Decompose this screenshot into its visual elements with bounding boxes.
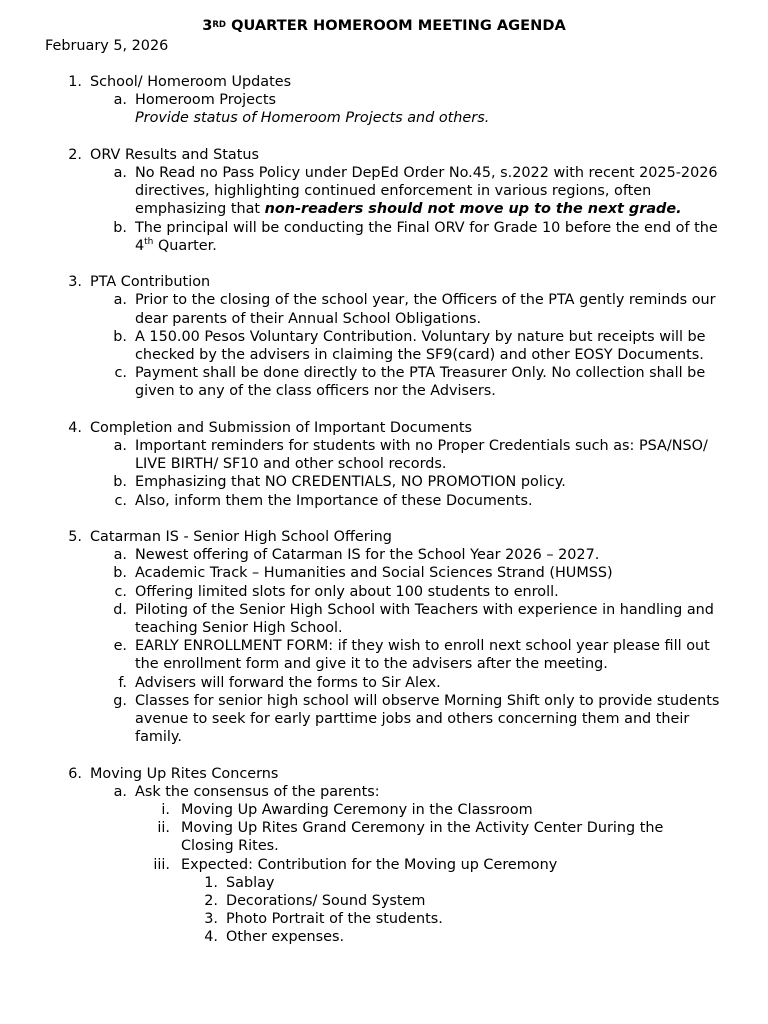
expense-text: Other expenses.	[226, 929, 345, 946]
sub-item-text: Homeroom Projects	[135, 92, 277, 109]
agenda-item-5	[0, 528, 768, 746]
sub-item-letter: a.	[113, 547, 127, 564]
agenda-item-heading	[0, 73, 768, 91]
sub-item	[0, 692, 768, 747]
item-title: Catarman IS - Senior High School Offering	[90, 529, 392, 546]
title-text: QUARTER HOMEROOM MEETING AGENDA	[226, 17, 566, 34]
sub-item-text: Also, inform them the Importance of these Documents.	[135, 492, 533, 509]
sub-item-text: Offering limited slots for only about 100 students to enroll.	[135, 583, 559, 600]
expense-text: Decorations/ Sound System	[226, 893, 426, 910]
roman-sub-item	[0, 801, 768, 819]
sub-item-text: The principal will be conducting the Final ORV for Grade 10 before the end of the 4	[135, 219, 718, 254]
item-number: 2.	[68, 146, 82, 163]
sub-item	[0, 674, 768, 692]
item-title: PTA Contribution	[90, 274, 211, 291]
sub-item-letter: a.	[113, 165, 127, 181]
sub-item	[0, 564, 768, 582]
sub-item	[0, 546, 768, 564]
sub-item	[0, 473, 768, 491]
sub-item-text: Ask the consensus of the parents:	[135, 783, 380, 800]
sub-item	[0, 437, 768, 473]
sub-item	[0, 219, 768, 255]
expense-text: Photo Portrait of the students.	[226, 911, 443, 928]
sub-item-text-end: Quarter.	[153, 237, 217, 254]
sub-item-text: Emphasizing that NO CREDENTIALS, NO PROMOTION policy.	[135, 474, 566, 491]
sub-item	[0, 637, 768, 673]
sub-item-text: Piloting of the Senior High School with Teachers with experience in handling and teaching Senior High School.	[135, 601, 714, 637]
agenda-item-2	[0, 146, 768, 255]
sub-item-text: Academic Track – Humanities and Social Sciences Strand (HUMSS)	[135, 565, 613, 582]
roman-numeral: ii.	[157, 820, 170, 837]
sub-item-letter: b.	[113, 565, 127, 582]
agenda-item-heading	[0, 273, 768, 291]
sub-item-text: No Read no Pass Policy under DepEd Order No.45, s.2022 with recent 2025-2026 directives, highlighting continued enforcement in various regions, often emphasizing that	[135, 165, 718, 218]
roman-sub-item-text: Expected: Contribution for the Moving up Ceremony	[181, 856, 558, 873]
sub-item-letter: a.	[113, 92, 127, 109]
sub-item-letter: f.	[118, 674, 127, 691]
document-title	[0, 17, 768, 35]
sub-item	[0, 601, 768, 637]
sub-item-letter: c.	[114, 583, 127, 600]
sub-item-text: Payment shall be done directly to the PTA Treasurer Only. No collection shall be given to any of the class officers nor the Advisers.	[135, 365, 706, 400]
sub-item	[0, 492, 768, 510]
roman-sub-item-text: Moving Up Awarding Ceremony in the Classroom	[181, 802, 533, 819]
expense-number: 2.	[204, 893, 218, 910]
expense-item	[0, 874, 768, 892]
sub-item-text: Important reminders for students with no Proper Credentials such as: PSA/NSO/ LIVE BIRTH/ SF10 and other school records.	[135, 438, 708, 473]
expense-item	[0, 892, 768, 910]
sub-item	[0, 91, 768, 109]
expense-text: Sablay	[226, 874, 275, 891]
sub-item-letter: b.	[113, 328, 127, 345]
sub-item	[0, 164, 768, 219]
sub-item-text: Classes for senior high school will observe Morning Shift only to provide students avenue to seek for early parttime jobs and others concerning them and their family.	[135, 692, 720, 746]
sub-item-letter: a.	[113, 438, 127, 455]
sub-item-note: Provide status of Homeroom Projects and others.	[135, 110, 490, 127]
item-title: Moving Up Rites Concerns	[90, 765, 279, 782]
sub-item-letter: g.	[113, 692, 127, 709]
sub-item-letter: c.	[114, 492, 127, 509]
expense-item	[0, 910, 768, 928]
meeting-date: February 5, 2026	[45, 38, 169, 54]
sub-item-text: EARLY ENROLLMENT FORM: if they wish to enroll next school year please fill out the enrollment form and give it to the advisers after the meeting.	[135, 638, 710, 673]
title-ordinal: 3	[202, 17, 213, 34]
expense-number: 4.	[204, 929, 218, 946]
agenda-item-6	[0, 765, 768, 947]
sub-item-letter: b.	[113, 219, 127, 236]
title-ordinal-suffix: RD	[212, 20, 226, 30]
agenda	[0, 73, 768, 965]
sub-item	[0, 783, 768, 801]
sub-item	[0, 583, 768, 601]
agenda-item-4	[0, 419, 768, 510]
sub-item-letter: c.	[114, 365, 127, 382]
sub-item-letter: a.	[113, 292, 127, 309]
emphasis-text: non-readers should not move up to the next grade.	[264, 201, 682, 218]
roman-sub-item-text: Moving Up Rites Grand Ceremony in the Activity Center During the Closing Rites.	[181, 820, 664, 855]
roman-sub-item	[0, 856, 768, 874]
sub-item	[0, 291, 768, 327]
sub-item-text: Prior to the closing of the school year, the Officers of the PTA gently reminds our dear parents of their Annual School Obligations.	[135, 292, 716, 327]
agenda-item-heading	[0, 765, 768, 783]
item-number: 1.	[68, 74, 82, 90]
agenda-item-heading	[0, 528, 768, 546]
item-number: 5.	[68, 529, 82, 546]
agenda-item-1	[0, 73, 768, 128]
sub-item-letter: a.	[113, 783, 127, 800]
expense-number: 1.	[204, 874, 218, 891]
agenda-item-heading	[0, 146, 768, 164]
sub-item	[0, 364, 768, 400]
sub-item-letter: d.	[113, 601, 127, 618]
item-number: 3.	[68, 274, 82, 291]
ordinal-suffix: th	[144, 237, 154, 248]
roman-numeral: i.	[161, 802, 170, 819]
roman-sub-item	[0, 819, 768, 855]
item-number: 6.	[68, 765, 82, 782]
item-title: ORV Results and Status	[90, 146, 259, 163]
sub-item-text: Newest offering of Catarman IS for the School Year 2026 – 2027.	[135, 547, 600, 564]
item-title: Completion and Submission of Important Documents	[90, 419, 472, 436]
roman-numeral: iii.	[153, 856, 170, 873]
sub-item	[0, 328, 768, 364]
sub-item-text: A 150.00 Pesos Voluntary Contribution. Voluntary by nature but receipts will be checked by the advisers in claiming the SF9(card) and other EOSY Documents.	[135, 328, 706, 364]
item-number: 4.	[68, 419, 82, 436]
expense-item	[0, 928, 768, 946]
sub-item-text: Advisers will forward the forms to Sir Alex.	[135, 674, 441, 691]
agenda-item-heading	[0, 419, 768, 437]
item-title: School/ Homeroom Updates	[90, 74, 292, 90]
sub-item-letter: e.	[113, 638, 127, 655]
sub-item-letter: b.	[113, 474, 127, 491]
agenda-item-3	[0, 273, 768, 400]
expense-number: 3.	[204, 911, 218, 928]
